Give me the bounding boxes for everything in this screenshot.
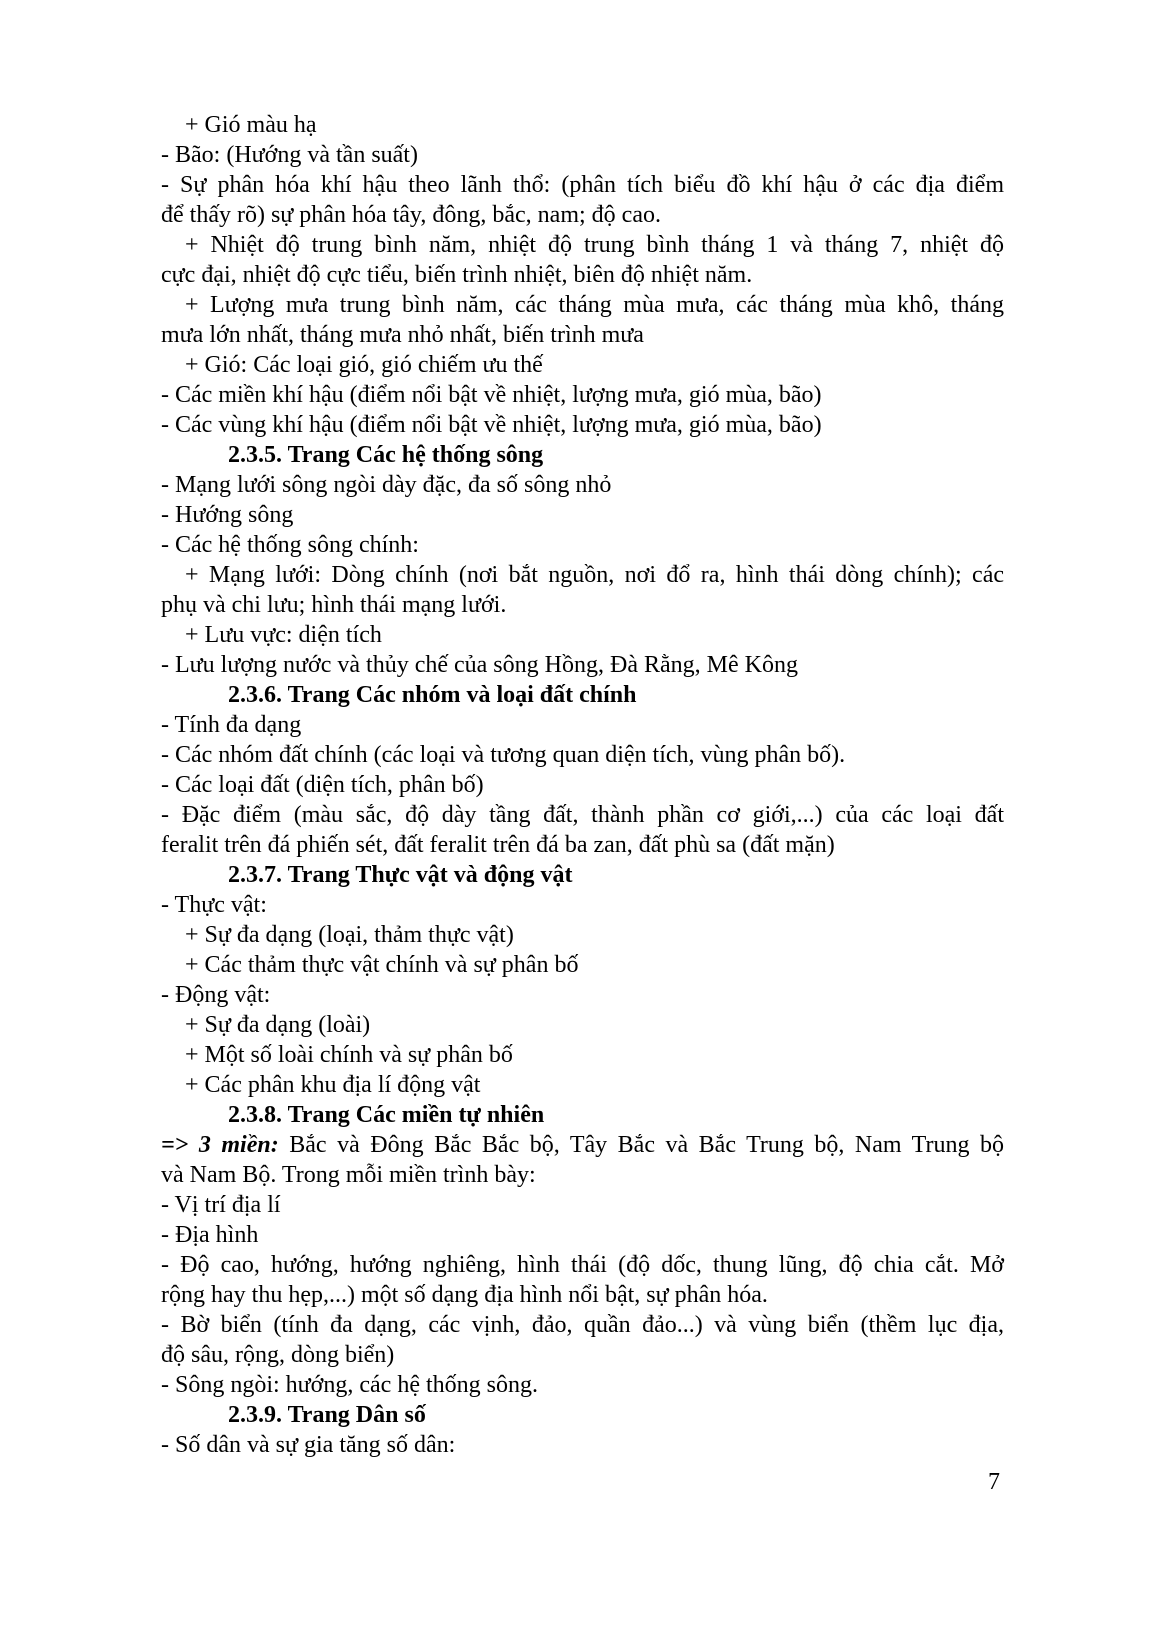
- section-heading: 2.3.5. Trang Các hệ thống sông: [228, 442, 544, 468]
- dash-line: - Các miền khí hậu (điểm nổi bật về nhiệt, lượng mưa, gió mùa, bão): [161, 382, 822, 408]
- continuation-line: mưa lớn nhất, tháng mưa nhỏ nhất, biến trình mưa: [161, 322, 644, 348]
- bullet-line: + Gió màu hạ: [185, 112, 317, 138]
- dash-line: - Địa hình: [161, 1222, 259, 1248]
- dash-line: - Độ cao, hướng, hướng nghiêng, hình thái (độ dốc, thung lũng, độ chia cắt. Mở: [161, 1252, 1004, 1278]
- bullet-line: + Nhiệt độ trung bình năm, nhiệt độ trung bình tháng 1 và tháng 7, nhiệt độ: [185, 232, 1004, 258]
- continuation-line: feralit trên đá phiến sét, đất feralit trên đá ba zan, đất phù sa (đất mặn): [161, 832, 835, 858]
- dash-line: - Số dân và sự gia tăng số dân:: [161, 1432, 456, 1458]
- bullet-line: + Một số loài chính và sự phân bố: [185, 1042, 513, 1068]
- bullet-line: + Sự đa dạng (loài): [185, 1012, 371, 1038]
- section-heading: 2.3.7. Trang Thực vật và động vật: [228, 862, 573, 888]
- continuation-line: độ sâu, rộng, dòng biển): [161, 1342, 395, 1368]
- dash-line: - Hướng sông: [161, 502, 294, 528]
- dash-line: - Các hệ thống sông chính:: [161, 532, 419, 558]
- note-line: [161, 1130, 1004, 1160]
- section-heading: 2.3.6. Trang Các nhóm và loại đất chính: [228, 682, 637, 708]
- bullet-line: + Các thảm thực vật chính và sự phân bố: [185, 952, 579, 978]
- continuation-line: và Nam Bộ. Trong mỗi miền trình bày:: [161, 1162, 536, 1188]
- bullet-line: + Lượng mưa trung bình năm, các tháng mùa mưa, các tháng mùa khô, tháng: [185, 292, 1004, 318]
- dash-line: - Bão: (Hướng và tần suất): [161, 142, 418, 168]
- continuation-line: cực đại, nhiệt độ cực tiểu, biến trình nhiệt, biên độ nhiệt năm.: [161, 262, 753, 288]
- note-lead: => 3 miền:: [161, 1132, 279, 1158]
- dash-line: - Động vật:: [161, 982, 271, 1008]
- page-number: 7: [988, 1469, 1000, 1495]
- section-heading: 2.3.8. Trang Các miền tự nhiên: [228, 1102, 545, 1128]
- dash-line: - Tính đa dạng: [161, 712, 302, 738]
- bullet-line: + Lưu vực: diện tích: [185, 622, 382, 648]
- dash-line: - Bờ biển (tính đa dạng, các vịnh, đảo, quần đảo...) và vùng biển (thềm lục địa,: [161, 1312, 1004, 1338]
- dash-line: - Vị trí địa lí: [161, 1192, 281, 1218]
- dash-line: - Mạng lưới sông ngòi dày đặc, đa số sông nhỏ: [161, 472, 612, 498]
- note-rest: Bắc và Đông Bắc Bắc bộ, Tây Bắc và Bắc Trung bộ, Nam Trung bộ: [278, 1132, 1004, 1158]
- dash-line: - Các vùng khí hậu (điểm nổi bật về nhiệt, lượng mưa, gió mùa, bão): [161, 412, 822, 438]
- dash-line: - Sự phân hóa khí hậu theo lãnh thổ: (phân tích biểu đồ khí hậu ở các địa điểm: [161, 172, 1004, 198]
- bullet-line: + Các phân khu địa lí động vật: [185, 1072, 481, 1098]
- bullet-line: + Sự đa dạng (loại, thảm thực vật): [185, 922, 514, 948]
- continuation-line: rộng hay thu hẹp,...) một số dạng địa hình nổi bật, sự phân hóa.: [161, 1282, 768, 1308]
- bullet-line: + Mạng lưới: Dòng chính (nơi bắt nguồn, nơi đổ ra, hình thái dòng chính); các: [185, 562, 1004, 588]
- dash-line: - Các nhóm đất chính (các loại và tương quan diện tích, vùng phân bố).: [161, 742, 846, 768]
- document-body: [161, 110, 1004, 1460]
- dash-line: - Lưu lượng nước và thủy chế của sông Hồng, Đà Rằng, Mê Kông: [161, 652, 798, 678]
- continuation-line: để thấy rõ) sự phân hóa tây, đông, bắc, nam; độ cao.: [161, 202, 661, 228]
- section-heading: 2.3.9. Trang Dân số: [228, 1402, 426, 1428]
- dash-line: - Đặc điểm (màu sắc, độ dày tầng đất, thành phần cơ giới,...) của các loại đất: [161, 802, 1004, 828]
- bullet-line: + Gió: Các loại gió, gió chiếm ưu thế: [185, 352, 543, 378]
- dash-line: - Sông ngòi: hướng, các hệ thống sông.: [161, 1372, 538, 1398]
- dash-line: - Các loại đất (diện tích, phân bố): [161, 772, 484, 798]
- dash-line: - Thực vật:: [161, 892, 267, 918]
- continuation-line: phụ và chi lưu; hình thái mạng lưới.: [161, 592, 507, 618]
